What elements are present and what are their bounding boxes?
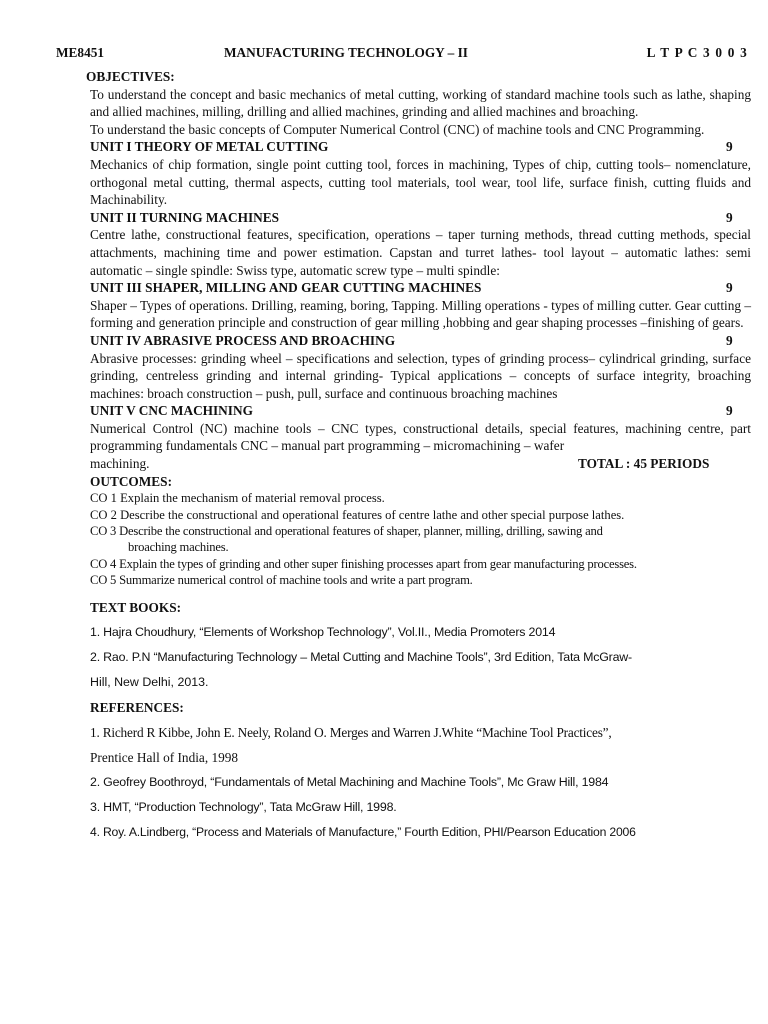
reference-item: 2. Geofrey Boothroyd, “Fundamentals of Metal Machining and Machine Tools”, Mc Graw Hill, 1984 <box>90 774 609 789</box>
outcome-item: CO 2 Describe the constructional and operational features of centre lathe and other special purpose lathes. <box>90 507 625 522</box>
course-code: ME8451 <box>56 45 105 60</box>
outcome-item-continuation: broaching machines. <box>128 540 229 555</box>
objective-item: To understand the concept and basic mechanics of metal cutting, working of standard machine tools such as lathe, shaping and allied machines, milling, drilling and allied machines, grinding and allied machines and broaching. <box>90 86 751 120</box>
unit-hours: 9 <box>726 403 733 419</box>
unit-hours: 9 <box>726 280 733 296</box>
unit-hours: 9 <box>726 332 733 348</box>
references-heading: REFERENCES: <box>90 699 184 715</box>
objectives-heading: OBJECTIVES: <box>86 69 175 84</box>
syllabus-content <box>86 68 751 845</box>
unit-title: UNIT II TURNING MACHINES <box>90 209 280 225</box>
total-periods: TOTAL : 45 PERIODS <box>578 456 710 472</box>
unit-body: Abrasive processes: grinding wheel – specifications and selection, types of grinding process– cylindrical grinding, surface grinding, centreless grinding and internal grinding- Typical applications – concepts of surface integrity, broaching machines: broach construction – push, pull, surface and continuous broaching machines <box>90 350 751 401</box>
books-section <box>90 595 751 845</box>
unit-title: UNIT I THEORY OF METAL CUTTING <box>90 139 329 155</box>
course-title: MANUFACTURING TECHNOLOGY – II <box>224 45 468 60</box>
text-books-heading: TEXT BOOKS: <box>90 599 182 615</box>
unit-heading <box>90 209 751 227</box>
outcomes-list <box>90 490 751 588</box>
unit-heading <box>90 332 751 350</box>
unit-title: UNIT IV ABRASIVE PROCESS AND BROACHING <box>90 332 396 348</box>
page-header <box>56 44 748 62</box>
unit-title: UNIT III SHAPER, MILLING AND GEAR CUTTING MACHINES <box>90 280 482 296</box>
outcome-item: CO 4 Explain the types of grinding and other super finishing processes apart from gear manufacturing processes. <box>90 556 637 571</box>
unit-heading <box>90 402 751 420</box>
text-book-item-continuation: Hill, New Delhi, 2013. <box>90 674 209 689</box>
unit-body: Shaper – Types of operations. Drilling, reaming, boring, Tapping. Milling operations - types of milling cutter. Gear cutting – forming and generation principle and construction of gear milling ,hobbing and gear shaping processes –finishing of gears. <box>90 297 751 331</box>
unit-body: Numerical Control (NC) machine tools – CNC types, constructional details, special features, machining centre, part programming fundamentals CNC – manual part programming – micromachining – wafer <box>90 420 751 454</box>
outcomes-heading: OUTCOMES: <box>90 473 173 489</box>
unit-hours: 9 <box>726 209 733 225</box>
reference-item: 3. HMT, “Production Technology”, Tata McGraw Hill, 1998. <box>90 799 397 814</box>
text-book-item: 1. Hajra Choudhury, “Elements of Workshop Technology”, Vol.II., Media Promoters 2014 <box>90 624 556 639</box>
outcome-item: CO 1 Explain the mechanism of material removal process. <box>90 491 385 506</box>
reference-item-continuation: Prentice Hall of India, 1998 <box>90 749 239 765</box>
unit-body: Mechanics of chip formation, single point cutting tool, forces in machining, Types of chip, cutting tools– nomenclature, orthogonal metal cutting, thermal aspects, cutting tool materials, tool wear, tool life, surface finish, cutting fluids and Machinability. <box>90 156 751 208</box>
reference-item: 4. Roy. A.Lindberg, “Process and Materials of Manufacture,” Fourth Edition, PHI/Pearson Education 2006 <box>90 824 636 839</box>
unit-hours: 9 <box>726 139 733 155</box>
outcome-item: CO 3 Describe the constructional and operational features of shaper, planner, milling, drilling, sawing and <box>90 524 603 539</box>
text-book-item: 2. Rao. P.N “Manufacturing Technology – Metal Cutting and Machine Tools”, 3rd Edition, Tata McGraw- <box>90 649 632 664</box>
ltpc-credits: L T P C 3 0 0 3 <box>646 45 748 60</box>
unit-heading <box>90 138 751 156</box>
unit-heading <box>90 279 751 297</box>
unit-title: UNIT V CNC MACHINING <box>90 403 253 419</box>
objective-item: To understand the basic concepts of Computer Numerical Control (CNC) of machine tools and CNC Programming. <box>90 121 705 137</box>
unit-body-end: machining. <box>90 456 150 472</box>
unit-body: Centre lathe, constructional features, specification, operations – taper turning methods, thread cutting methods, special attachments, machining time and power estimation. Capstan and turret lathes- tool layout – automatic lathes: semi automatic – single spindle: Swiss type, automatic screw type – multi spindle: <box>90 227 751 278</box>
unit-body-last-line <box>90 455 751 473</box>
outcome-item: CO 5 Summarize numerical control of machine tools and write a part program. <box>90 573 473 588</box>
reference-item: 1. Richerd R Kibbe, John E. Neely, Roland O. Merges and Warren J.White “Machine Tool Practices”, <box>90 724 612 740</box>
